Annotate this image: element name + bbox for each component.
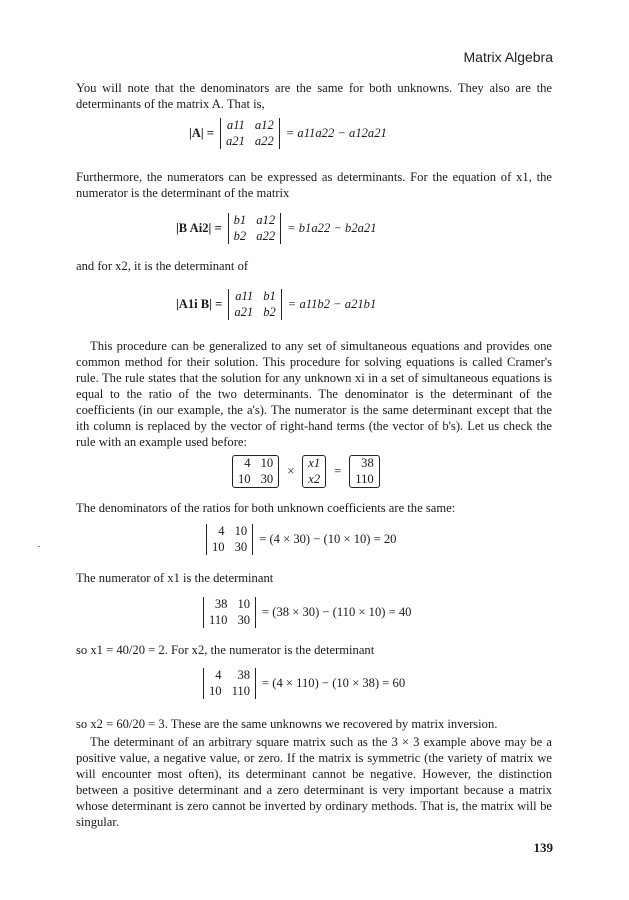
matrix-cell: 10 xyxy=(234,524,248,538)
paragraph-3: and for x2, it is the determinant of xyxy=(76,259,249,273)
page-number: 139 xyxy=(533,840,553,855)
equation-rhs: = (4 × 30) − (10 × 10) = 20 xyxy=(259,532,397,546)
determinant-matrix xyxy=(228,213,281,244)
matrix-cell: 30 xyxy=(260,472,274,486)
equation-rhs: = (4 × 110) − (10 × 38) = 60 xyxy=(262,676,406,690)
equation-numerator-x2 xyxy=(197,668,405,699)
matrix-cell: 110 xyxy=(209,613,228,627)
matrix-cell: 30 xyxy=(237,613,251,627)
equals-symbol: = xyxy=(334,464,342,478)
matrix-cell: a11 xyxy=(226,118,245,132)
matrix-cell: 10 xyxy=(212,540,225,554)
matrix-cell: a21 xyxy=(234,305,254,319)
matrix-cell: 10 xyxy=(238,472,251,486)
equation-rhs: = a11a22 − a12a21 xyxy=(285,126,387,140)
unknown-vector xyxy=(302,455,326,488)
equation-det-a xyxy=(189,118,387,149)
equation-det-a1ib xyxy=(176,289,376,320)
equation-lhs: |B Ai2| = xyxy=(176,221,222,235)
paragraph-4: This procedure can be generalized to any set of simultaneous equations and provides one common method for their solution. This procedure for solving equations is called Cramer's rule. The rule states that the solution for any unknown xi in a set of simultaneous equations is equal to the ratio of the two determinants. The denominator is the determinant of the coefficients (in our example, the a's). The numerator is the same determinant except that the ith column is replaced by the vector of right-hand terms (the vector of b's). Let us check the rule with an example used before: xyxy=(76,339,552,449)
equation-rhs: = (38 × 30) − (110 × 10) = 40 xyxy=(262,605,412,619)
margin-mark xyxy=(38,546,40,547)
determinant-matrix xyxy=(203,597,256,628)
matrix-cell: 38 xyxy=(237,668,251,682)
determinant-matrix xyxy=(203,668,256,699)
vector-cell: 38 xyxy=(361,456,374,470)
equation-matrix-system xyxy=(228,455,384,488)
paragraph-1: You will note that the denominators are the same for both unknowns. They also are the determinants of the matrix A. That is, xyxy=(76,81,552,111)
equation-lhs: |A1i B| = xyxy=(176,297,223,311)
matrix-cell: 10 xyxy=(209,684,222,698)
determinant-matrix xyxy=(228,289,281,320)
equation-numerator-x1 xyxy=(197,597,411,628)
matrix-cell: b1 xyxy=(233,213,247,227)
determinant-matrix xyxy=(220,118,280,149)
equation-denominator xyxy=(200,524,396,555)
matrix-cell: 10 xyxy=(237,597,251,611)
paragraph-5: The denominators of the ratios for both unknown coefficients are the same: xyxy=(76,501,456,515)
times-symbol: × xyxy=(287,464,295,478)
paragraph-9: The determinant of an arbitrary square matrix such as the 3 × 3 example above may be a positive value, a negative value, or zero. If the matrix is symmetric (the variety of matrix we will encounter most often), its determinant cannot be negative. However, the distinction between a positive determinant and a zero determinant is very important because a matrix whose determinant is zero cannot be inverted by ordinary methods. That is, the matrix will be singular. xyxy=(76,735,552,829)
matrix-cell: 4 xyxy=(244,456,251,470)
matrix-cell: 10 xyxy=(260,456,274,470)
paragraph-6: The numerator of x1 is the determinant xyxy=(76,571,274,585)
matrix-cell: 110 xyxy=(231,684,251,698)
result-vector xyxy=(349,455,379,488)
determinant-matrix xyxy=(206,524,253,555)
matrix-cell: a22 xyxy=(256,229,276,243)
matrix-cell: b2 xyxy=(233,229,247,243)
matrix-cell: a21 xyxy=(225,134,245,148)
matrix-cell: 4 xyxy=(218,524,225,538)
paragraph-7: so x1 = 40/20 = 2. For x2, the numerator is the determinant xyxy=(76,643,375,657)
coefficient-matrix xyxy=(232,455,279,488)
equation-det-bai2 xyxy=(176,213,377,244)
matrix-cell: 4 xyxy=(215,668,222,682)
vector-cell: x2 xyxy=(308,472,321,486)
matrix-cell: a11 xyxy=(235,289,254,303)
equation-rhs: = a11b2 − a21b1 xyxy=(287,297,377,311)
vector-cell: x1 xyxy=(308,456,321,470)
matrix-cell: 30 xyxy=(234,540,248,554)
matrix-cell: b2 xyxy=(263,305,276,319)
matrix-cell: a22 xyxy=(254,134,274,148)
matrix-cell: a12 xyxy=(254,118,274,132)
matrix-cell: 38 xyxy=(214,597,228,611)
matrix-cell: b1 xyxy=(263,289,276,303)
matrix-cell: a12 xyxy=(256,213,276,227)
running-header: Matrix Algebra xyxy=(463,49,553,65)
paragraph-8: so x2 = 60/20 = 3. These are the same unknowns we recovered by matrix inversion. xyxy=(76,717,498,731)
vector-cell: 110 xyxy=(355,472,374,486)
paragraph-2: Furthermore, the numerators can be expressed as determinants. For the equation of x1, the numerator is the determinant of the matrix xyxy=(76,170,552,200)
equation-rhs: = b1a22 − b2a21 xyxy=(287,221,377,235)
equation-lhs: |A| = xyxy=(189,126,214,140)
